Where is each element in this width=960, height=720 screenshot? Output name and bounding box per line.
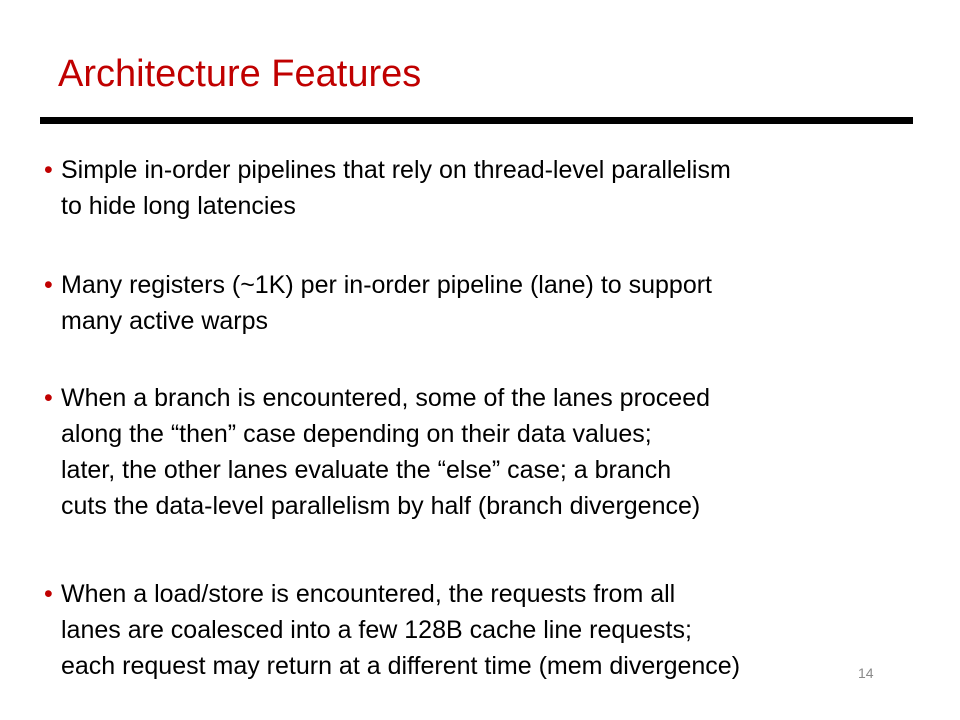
bullet-item-4 — [44, 576, 939, 684]
slide-title: Architecture Features — [58, 53, 422, 95]
bullet-text-line: Simple in-order pipelines that rely on thread-level parallelism — [61, 156, 731, 184]
bullet-text-line: each request may return at a different time (mem divergence) — [61, 652, 741, 680]
bullet-marker-icon: • — [44, 580, 53, 608]
bullet-marker-icon: • — [44, 384, 53, 412]
bullet-text-line: to hide long latencies — [61, 192, 296, 220]
bullet-text-line: When a branch is encountered, some of the lanes proceed — [61, 384, 711, 412]
bullet-item-2 — [44, 267, 939, 339]
page-number: 14 — [858, 665, 874, 681]
bullet-text-line: many active warps — [61, 307, 269, 335]
bullet-text-line: lanes are coalesced into a few 128B cache line requests; — [61, 616, 692, 644]
bullet-text-line: cuts the data-level parallelism by half (branch divergence) — [61, 492, 701, 520]
bullet-text-line: Many registers (~1K) per in-order pipeline (lane) to support — [61, 271, 713, 299]
bullet-text-line: When a load/store is encountered, the requests from all — [61, 580, 676, 608]
bullet-marker-icon: • — [44, 271, 53, 299]
bullet-text-line: later, the other lanes evaluate the “else” case; a branch — [61, 456, 672, 484]
title-divider — [40, 117, 913, 124]
bullet-marker-icon: • — [44, 156, 53, 184]
bullet-item-1 — [44, 152, 939, 224]
bullet-text-line: along the “then” case depending on their data values; — [61, 420, 652, 448]
bullet-item-3 — [44, 380, 939, 524]
